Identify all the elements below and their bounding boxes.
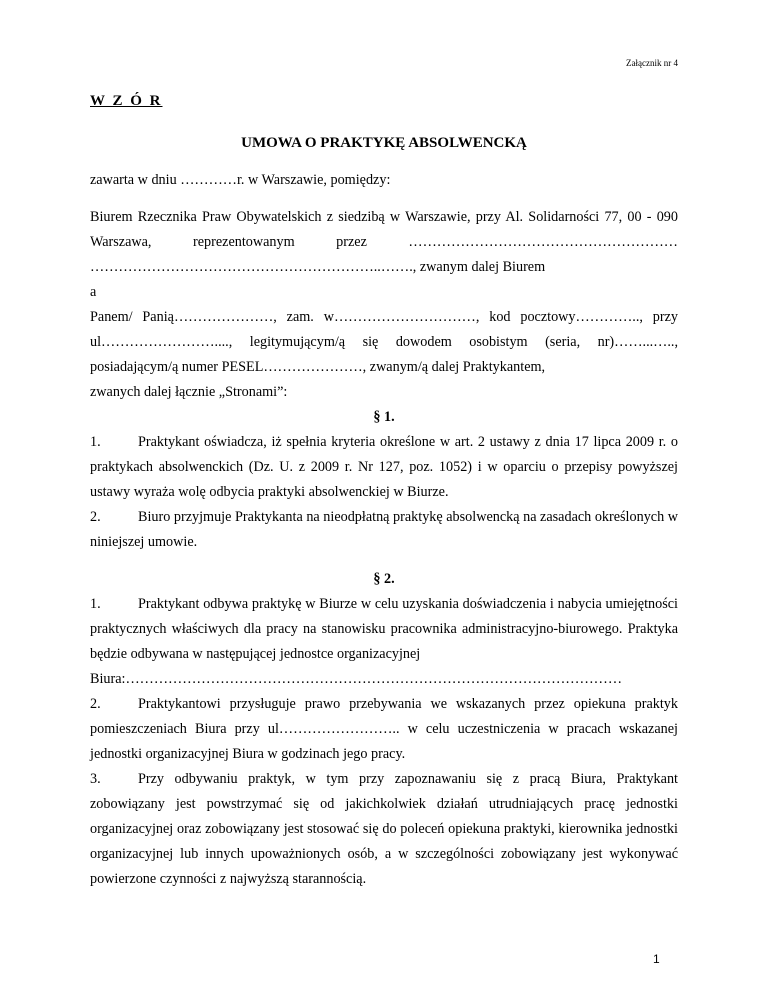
party1-paragraph: Biurem Rzecznika Praw Obywatelskich z siedzibą w Warszawie, przy Al. Solidarności 77, 00 - 090 Warszawa, reprezentowanym przez ………………………………………………… [90,209,678,250]
point-text: Praktykant oświadcza, iż spełnia kryteria określone w art. 2 ustawy z dnia 17 lipca 2009 r. o praktykach absolwenckich (Dz. U. z 2009 r. Nr 127, poz. 1052) i w oparciu o przepisy powyższej ustawy wyraża wolę odbycia praktyki absolwenckiej w Biurze. [90,434,678,500]
point-text: Biuro przyjmuje Praktykanta na nieodpłatną praktykę absolwencką na zasadach określonych w niniejszej umowie. [90,509,678,550]
document-title: UMOWA O PRAKTYKĘ ABSOLWENCKĄ [241,135,527,151]
section-2-heading: § 2. [373,571,395,587]
point-number: 3. [90,771,101,787]
conjunction-a: a [90,284,97,300]
page-number: 1 [653,952,660,966]
point-text: Praktykantowi przysługuje prawo przebywania we wskazanych przez opiekuna praktyk pomieszczeniach Biura przy ul…………………….. w celu uczestniczenia w pracach wskazanej jednostki organizacyjnej Biura w godzinach jego pracy. [90,696,678,762]
section-2-point-2 [90,692,678,767]
party2-paragraph: Panem/ Panią…………………, zam. w…………………………, kod pocztowy………….., przy ul……………………...., legitymującym/ą się dowodem osobistym (seria, nr)……...….., posiadającym/ą numer PESEL…………………, zwanym/ą dalej Praktykantem, [90,309,678,375]
point-text: Przy odbywaniu praktyk, w tym przy zapoznawaniu się z pracą Biura, Praktykant zobowiązany jest powstrzymać się od jakichkolwiek działań utrudniających pracę jednostki organizacyjnej oraz zobowiązany jest stosować się do poleceń opiekuna praktyki, kierownika jednostki organizacyjnej lub innych upoważnionych osób, a w szczególności zobowiązany jest wykonywać powierzone czynności z najwyższą starannością. [90,771,678,887]
point-number: 2. [90,696,101,712]
section-1-point-2 [90,505,678,555]
parties-collective: zwanych dalej łącznie „Stronami”: [90,384,288,400]
section-1-point-1 [90,430,678,505]
section-2-point-1 [90,592,678,667]
section-2-point-1-continuation: Biura:…………………………………………………………………………………………… [90,671,623,687]
document-body [90,168,678,892]
point-number: 1. [90,596,101,612]
section-1-heading: § 1. [373,409,395,425]
point-number: 2. [90,509,101,525]
point-number: 1. [90,434,101,450]
point-text: Praktykant odbywa praktykę w Biurze w celu uzyskania doświadczenia i nabycia umiejętności praktycznych właściwych dla pracy na stanowisku pracownika administracyjno-biurowego. Praktyka będzie odbywana w następującej jednostce organizacyjnej [90,596,678,662]
party1-continuation: ……………………………………………………..……., zwanym dalej Biurem [90,259,546,275]
intro-paragraph: zawarta w dniu …………r. w Warszawie, pomiędzy: [90,172,391,188]
section-2-point-3 [90,767,678,892]
attachment-label: Załącznik nr 4 [626,58,678,68]
template-heading: W Z Ó R [90,93,163,109]
